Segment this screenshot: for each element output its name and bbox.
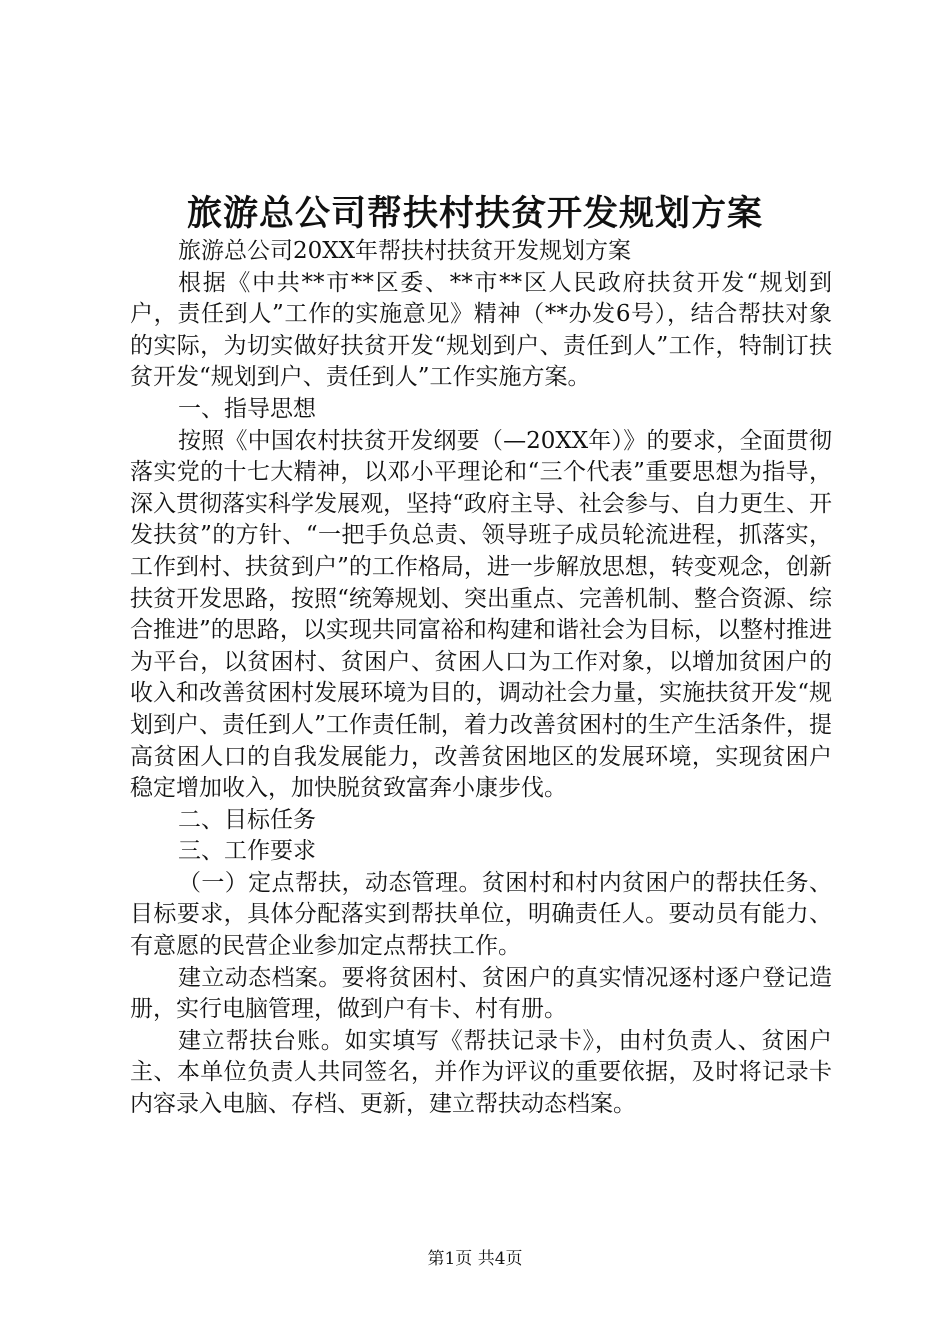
section-heading-goals: 二、目标任务: [178, 806, 316, 833]
paragraph-fixed-point-assistance: （一）定点帮扶，动态管理。贫困村和村内贫困户的帮扶任务、目标要求，具体分配落实到帮扶单位，明确责任人。要动员有能力、有意愿的民营企业参加定点帮扶工作。: [130, 869, 832, 960]
section-heading-guiding-ideology: 一、指导思想: [178, 395, 316, 422]
section-heading-requirements: 三、工作要求: [178, 838, 316, 865]
document-title: 旅游总公司帮扶村扶贫开发规划方案: [186, 193, 763, 234]
paragraph-assistance-ledger: 建立帮扶台账。如实填写《帮扶记录卡》，由村负责人、贫困户主、本单位负责人共同签名，并作为评议的重要依据，及时将记录卡内容录入电脑、存档、更新，建立帮扶动态档案。: [130, 1027, 832, 1118]
document-body: [130, 236, 832, 1121]
paragraph-dynamic-archive: 建立动态档案。要将贫困村、贫困户的真实情况逐村逐户登记造册，实行电脑管理，做到户有卡、村有册。: [130, 964, 832, 1023]
page-footer: 第1页 共4页: [427, 1249, 523, 1269]
paragraph-intro: 根据《中共**市**区委、**市**区人民政府扶贫开发“规划到户，责任到人”工作的实施意见》精神（**办发6号），结合帮扶对象的实际，为切实做好扶贫开发“规划到户、责任到人”工作，特制订扶贫开发“规划到户、责任到人”工作实施方案。: [130, 269, 832, 391]
paragraph-guiding-ideology: 按照《中国农村扶贫开发纲要（—20XX年）》的要求，全面贯彻落实党的十七大精神，以邓小平理论和“三个代表”重要思想为指导，深入贯彻落实科学发展观，坚持“政府主导、社会参与、自力更生、开发扶贫”的方针、“一把手负总责、领导班子成员轮流进程，抓落实，工作到村、扶贫到户”的工作格局，进一步解放思想，转变观念，创新扶贫开发思路，按照“统筹规划、突出重点、完善机制、整合资源、综合推进”的思路，以实现共同富裕和构建和谐社会为目标，以整村推进为平台，以贫困村、贫困户、贫困人口为工作对象，以增加贫困户的收入和改善贫困村发展环境为目的，调动社会力量，实施扶贫开发“规划到户、责任到人”工作责任制，着力改善贫困村的生产生活条件，提高贫困人口的自我发展能力，改善贫困地区的发展环境，实现贫困户稳定增加收入，加快脱贫致富奔小康步伐。: [130, 427, 832, 802]
paragraph-subtitle: 旅游总公司20XX年帮扶村扶贫开发规划方案: [178, 238, 632, 264]
